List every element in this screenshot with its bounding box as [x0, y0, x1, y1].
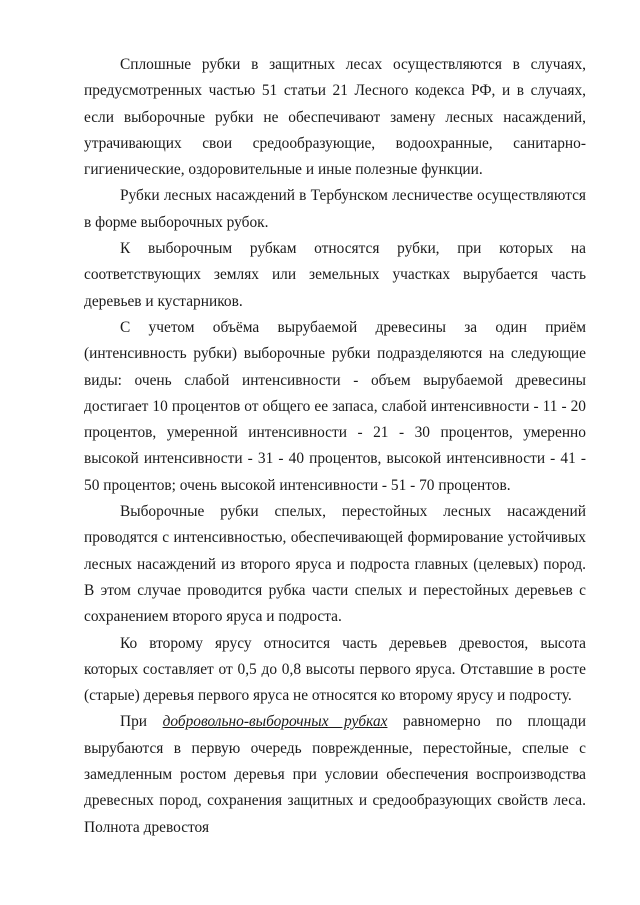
paragraph-suffix: равномерно по площади вырубаются в первую очередь поврежденные, перестойные, спелые с замедленным ростом деревья при условии обеспечения воспроизводства древесных пород, сохранения защитных и средообразующих свойств леса. Полнота древостоя	[84, 713, 586, 836]
paragraph-terbuny-forestry: Рубки лесных насаждений в Тербунском лесничестве осуществляются в форме выборочных рубок.	[84, 187, 586, 231]
paragraph-prefix: При	[120, 713, 163, 731]
paragraph-intensity-types: С учетом объёма вырубаемой древесины за один приём (интенсивность рубки) выборочные рубки подразделяются на следующие виды: очень слабой интенсивности - объем вырубаемой древесины достигает 10 процентов от общего ее запаса, слабой интенсивности - 11 - 20 процентов, умеренной интенсивности - 21 - 30 процентов, умеренно высокой интенсивности - 31 - 40 процентов, высокой интенсивности - 41 - 50 процентов; очень высокой интенсивности - 51 - 70 процентов.	[84, 318, 586, 494]
term-voluntary-selective-cutting: добровольно-выборочных рубках	[162, 713, 388, 731]
paragraph-voluntary-selective	[84, 709, 586, 840]
paragraph-selective-definition: К выборочным рубкам относятся рубки, при которых на соответствующих землях или земельных участках вырубается часть деревьев и кустарников.	[84, 240, 586, 310]
body-text	[84, 52, 586, 841]
paragraph-clearcut: Сплошные рубки в защитных лесах осуществляются в случаях, предусмотренных частью 51 статьи 21 Лесного кодекса РФ, и в случаях, если выборочные рубки не обеспечивают замену лесных насаждений, утрачивающих свои средообразующие, водоохранные, санитарно-гигиенические, оздоровительные и иные полезные функции.	[84, 56, 586, 179]
paragraph-second-tier: Ко второму ярусу относится часть деревьев древостоя, высота которых составляет от 0,5 до 0,8 высоты первого яруса. Отставшие в росте (старые) деревья первого яруса не относятся ко второму ярусу и подросту.	[84, 634, 586, 705]
paragraph-mature-stands: Выборочные рубки спелых, перестойных лесных насаждений проводятся с интенсивностью, обеспечивающей формирование устойчивых лесных насаждений из второго яруса и подроста главных (целевых) пород. В этом случае проводится рубка части спелых и перестойных деревьев с сохранением второго яруса и подроста.	[84, 503, 586, 626]
